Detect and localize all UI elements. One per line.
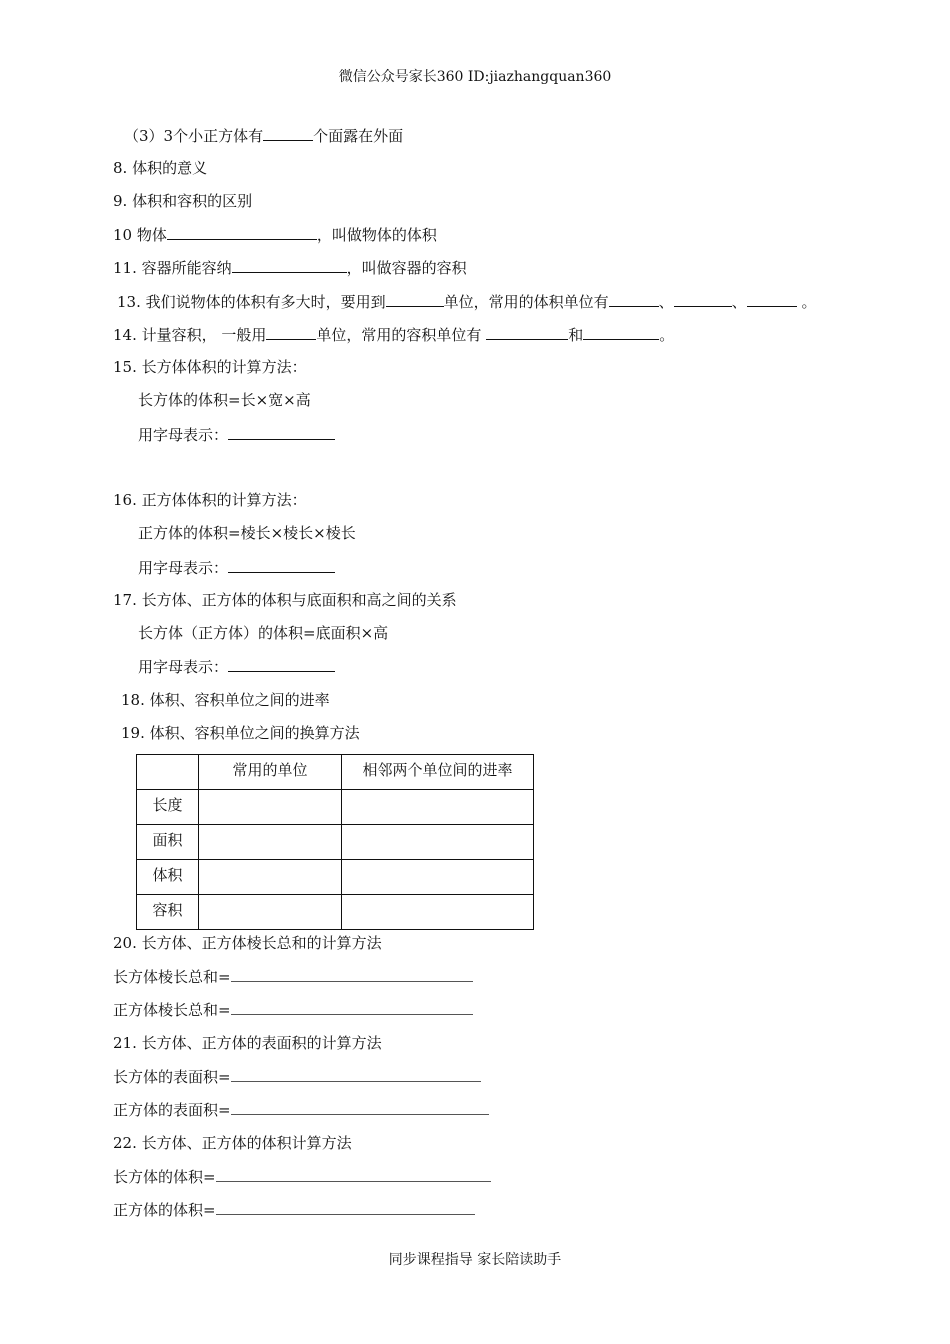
answer-blank[interactable] bbox=[266, 324, 316, 340]
question-14-end: 。 bbox=[659, 326, 675, 344]
answer-blank[interactable] bbox=[216, 1199, 475, 1215]
question-11-suffix: ，叫做容器的容积 bbox=[346, 259, 467, 277]
question-22-a bbox=[113, 1166, 491, 1187]
separator: 、 bbox=[731, 293, 747, 311]
answer-blank[interactable] bbox=[486, 324, 568, 340]
question-11-prefix: 11. 容器所能容纳 bbox=[113, 259, 232, 277]
question-13-end: 。 bbox=[796, 293, 817, 311]
question-21-title: 21. 长方体、正方体的表面积的计算方法 bbox=[113, 1034, 382, 1052]
question-15-formula: 长方体的体积=长×宽×高 bbox=[138, 391, 311, 409]
question-14-and: 和 bbox=[568, 326, 584, 344]
answer-blank[interactable] bbox=[216, 1166, 491, 1182]
question-20-title: 20. 长方体、正方体棱长总和的计算方法 bbox=[113, 934, 382, 952]
unit-table bbox=[136, 754, 534, 930]
table-header-cell: 相邻两个单位间的进率 bbox=[342, 755, 534, 790]
question-10-prefix: 10 物体 bbox=[113, 226, 167, 244]
table-cell-input[interactable] bbox=[342, 860, 534, 895]
formula-label: 正方体的表面积= bbox=[113, 1101, 231, 1119]
answer-blank[interactable] bbox=[228, 424, 335, 440]
table-row bbox=[137, 860, 534, 895]
question-21-a bbox=[113, 1066, 481, 1087]
question-16-letters bbox=[138, 557, 335, 578]
separator: 、 bbox=[658, 293, 674, 311]
question-16-formula: 正方体的体积=棱长×棱长×棱长 bbox=[138, 524, 356, 542]
question-16-title: 16. 正方体体积的计算方法： bbox=[113, 491, 307, 509]
question-22-b bbox=[113, 1199, 475, 1220]
answer-blank[interactable] bbox=[228, 557, 335, 573]
formula-label: 长方体的体积= bbox=[113, 1168, 216, 1186]
formula-label: 正方体的体积= bbox=[113, 1201, 216, 1219]
row-label: 体积 bbox=[137, 860, 199, 895]
answer-blank[interactable] bbox=[263, 125, 313, 141]
table-row bbox=[137, 790, 534, 825]
letters-label: 用字母表示： bbox=[138, 559, 229, 577]
question-14 bbox=[113, 324, 674, 345]
question-15-letters bbox=[138, 424, 335, 445]
table-cell-input[interactable] bbox=[199, 790, 342, 825]
letters-label: 用字母表示： bbox=[138, 426, 229, 444]
row-label: 面积 bbox=[137, 825, 199, 860]
table-header-cell bbox=[137, 755, 199, 790]
question-17-formula: 长方体（正方体）的体积=底面积×高 bbox=[138, 624, 389, 642]
table-cell-input[interactable] bbox=[342, 825, 534, 860]
answer-blank[interactable] bbox=[609, 291, 659, 307]
answer-blank[interactable] bbox=[674, 291, 732, 307]
letters-label: 用字母表示： bbox=[138, 658, 229, 676]
page-header: 微信公众号家长360 ID:jiazhangquan360 bbox=[338, 69, 612, 85]
question-10-suffix: ，叫做物体的体积 bbox=[316, 226, 437, 244]
answer-blank[interactable] bbox=[231, 1099, 489, 1115]
answer-blank[interactable] bbox=[231, 999, 473, 1015]
formula-label: 长方体棱长总和= bbox=[113, 968, 231, 986]
table-header-row bbox=[137, 755, 534, 790]
question-13 bbox=[117, 291, 816, 312]
answer-blank[interactable] bbox=[583, 324, 659, 340]
answer-blank[interactable] bbox=[386, 291, 444, 307]
formula-label: 长方体的表面积= bbox=[113, 1068, 231, 1086]
question-3 bbox=[124, 125, 403, 146]
question-20-b bbox=[113, 999, 473, 1020]
question-18: 18. 体积、容积单位之间的进率 bbox=[121, 691, 330, 709]
question-17-letters bbox=[138, 656, 335, 677]
answer-blank[interactable] bbox=[231, 966, 473, 982]
table-row bbox=[137, 825, 534, 860]
page-footer: 同步课程指导 家长陪读助手 bbox=[388, 1252, 562, 1268]
row-label: 长度 bbox=[137, 790, 199, 825]
answer-blank[interactable] bbox=[747, 291, 797, 307]
question-15-title: 15. 长方体体积的计算方法： bbox=[113, 358, 307, 376]
table-cell-input[interactable] bbox=[342, 790, 534, 825]
question-13-prefix: 13. 我们说物体的体积有多大时，要用到 bbox=[117, 293, 386, 311]
question-8: 8. 体积的意义 bbox=[113, 159, 208, 177]
question-20-a bbox=[113, 966, 473, 987]
table-header-cell: 常用的单位 bbox=[199, 755, 342, 790]
table-cell-input[interactable] bbox=[199, 825, 342, 860]
answer-blank[interactable] bbox=[231, 1066, 481, 1082]
question-14-mid: 单位，常用的容积单位有 bbox=[316, 326, 487, 344]
formula-label: 正方体棱长总和= bbox=[113, 1001, 231, 1019]
question-21-b bbox=[113, 1099, 489, 1120]
table-row bbox=[137, 895, 534, 930]
question-3-suffix: 个面露在外面 bbox=[313, 127, 404, 145]
question-17-title: 17. 长方体、正方体的体积与底面积和高之间的关系 bbox=[113, 591, 457, 609]
question-19: 19. 体积、容积单位之间的换算方法 bbox=[121, 724, 360, 742]
question-10 bbox=[113, 224, 437, 245]
table-cell-input[interactable] bbox=[199, 860, 342, 895]
table-cell-input[interactable] bbox=[342, 895, 534, 930]
answer-blank[interactable] bbox=[228, 656, 335, 672]
question-11 bbox=[113, 257, 467, 278]
question-9: 9. 体积和容积的区别 bbox=[113, 192, 253, 210]
question-3-prefix: （3）3个小正方体有 bbox=[124, 127, 264, 145]
question-22-title: 22. 长方体、正方体的体积计算方法 bbox=[113, 1134, 352, 1152]
question-14-prefix: 14. 计量容积， 一般用 bbox=[113, 326, 267, 344]
table-cell-input[interactable] bbox=[199, 895, 342, 930]
answer-blank[interactable] bbox=[167, 224, 317, 240]
question-13-mid: 单位，常用的体积单位有 bbox=[443, 293, 609, 311]
answer-blank[interactable] bbox=[232, 257, 347, 273]
row-label: 容积 bbox=[137, 895, 199, 930]
